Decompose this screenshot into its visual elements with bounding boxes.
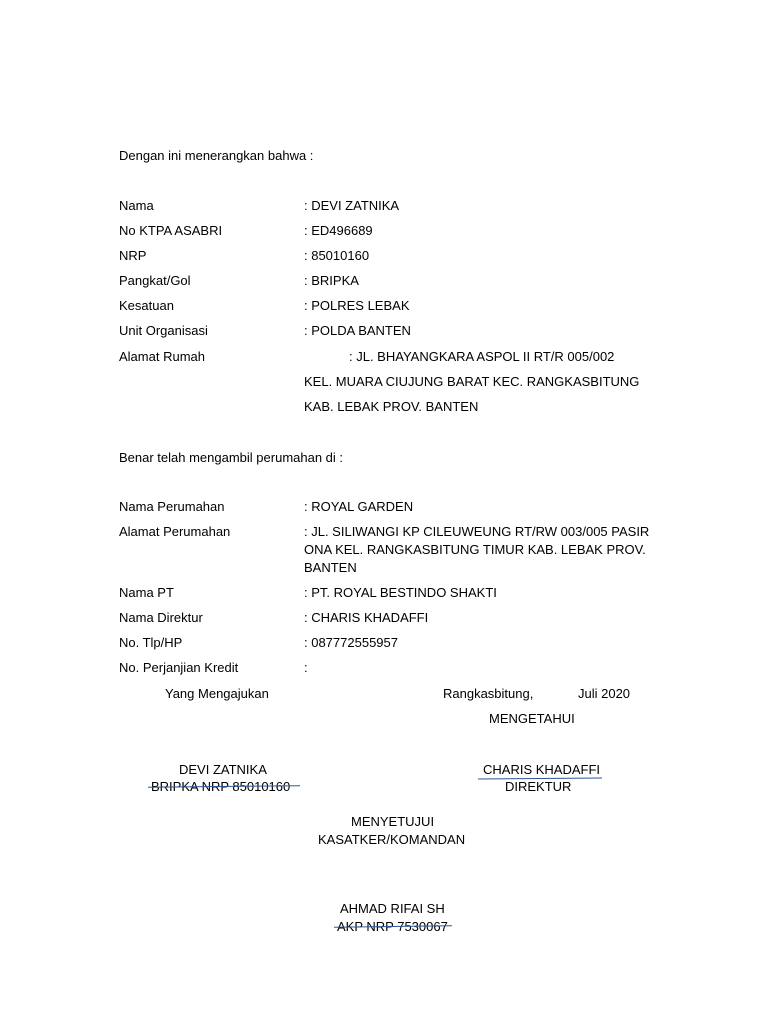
commander-rank: AKP NRP 7530067	[337, 919, 448, 934]
label-unit: Unit Organisasi	[119, 323, 208, 338]
value-unit: : POLDA BANTEN	[304, 323, 411, 338]
label-alamat-perumahan: Alamat Perumahan	[119, 524, 231, 539]
value-nama-pt: : PT. ROYAL BESTINDO SHAKTI	[304, 585, 497, 600]
label-nama-direktur: Nama Direktur	[119, 610, 203, 625]
address-line-1: KEL. MUARA CIUJUNG BARAT KEC. RANGKASBITUNG	[304, 374, 640, 389]
approve-title: KASATKER/KOMANDAN	[318, 832, 466, 847]
label-kesatuan: Kesatuan	[119, 298, 174, 313]
section2-text: Benar telah mengambil perumahan di :	[119, 450, 344, 465]
value-perjanjian: :	[304, 660, 308, 675]
applicant-heading: Yang Mengajukan	[165, 686, 269, 701]
label-nama-pt: Nama PT	[119, 585, 174, 600]
value-tlp: : 087772555957	[304, 635, 398, 650]
label-nrp: NRP	[119, 248, 147, 263]
director-title: DIREKTUR	[505, 779, 572, 794]
commander-name: AHMAD RIFAI SH	[340, 901, 445, 916]
value-pangkat: : BRIPKA	[304, 273, 359, 288]
value-ktpa: : ED496689	[304, 223, 373, 238]
value-nama-perumahan: : ROYAL GARDEN	[304, 499, 414, 514]
address-line-2: KAB. LEBAK PROV. BANTEN	[304, 399, 479, 414]
approve-heading: MENYETUJUI	[351, 814, 435, 829]
intro-text: Dengan ini menerangkan bahwa :	[119, 148, 314, 163]
value-alamat-perumahan: : JL. SILIWANGI KP CILEUWEUNG RT/RW 003/005 PASIR ONA KEL. RANGKASBITUNG TIMUR KAB. LEBAK PROV. BANTEN	[304, 524, 650, 575]
value-nama: : DEVI ZATNIKA	[304, 198, 400, 213]
director-name: CHARIS KHADAFFI	[483, 762, 601, 777]
label-pangkat: Pangkat/Gol	[119, 273, 191, 288]
label-tlp: No. Tlp/HP	[119, 635, 183, 650]
value-nrp: : 85010160	[304, 248, 370, 263]
label-nama-perumahan: Nama Perumahan	[119, 499, 225, 514]
label-ktpa: No KTPA ASABRI	[119, 223, 223, 238]
label-alamat-rumah: Alamat Rumah	[119, 349, 205, 364]
acknowledge-heading: MENGETAHUI	[489, 711, 575, 726]
value-nama-direktur: : CHARIS KHADAFFI	[304, 610, 429, 625]
value-kesatuan: : POLRES LEBAK	[304, 298, 410, 313]
label-nama: Nama	[119, 198, 154, 213]
place-text: Rangkasbitung,	[443, 686, 534, 701]
applicant-rank: BRIPKA NRP 85010160	[151, 779, 291, 794]
label-perjanjian: No. Perjanjian Kredit	[119, 660, 239, 675]
date-text: Juli 2020	[578, 686, 631, 701]
value-alamat-rumah: : JL. BHAYANGKARA ASPOL II RT/R 005/002	[349, 349, 615, 364]
applicant-name: DEVI ZATNIKA	[179, 762, 267, 777]
